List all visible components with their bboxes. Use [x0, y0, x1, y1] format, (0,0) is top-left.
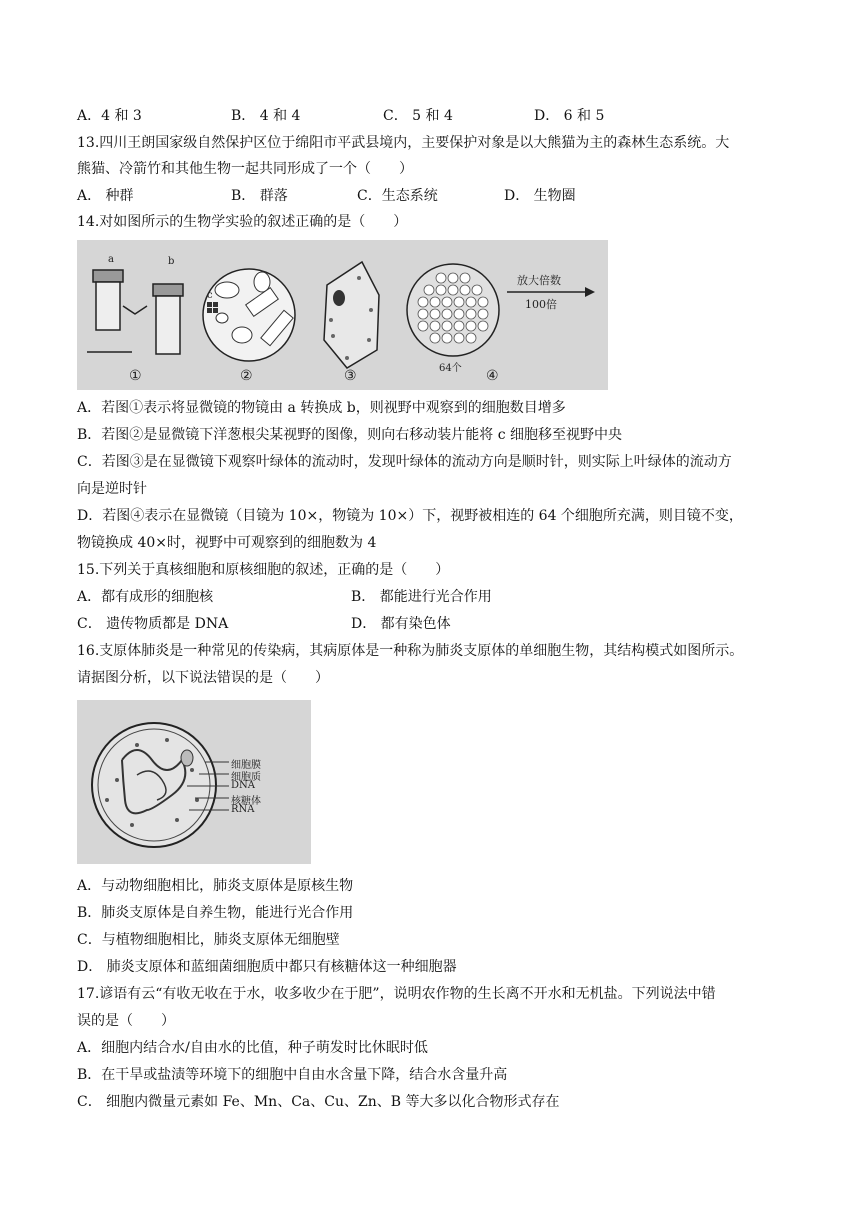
q16-option-d: D． 肺炎支原体和蓝细菌细胞质中都只有核糖体这一种细胞器: [77, 959, 457, 975]
q14-option-d-line2: 物镜换成 40×时，视野中可观察到的细胞数为 4: [77, 535, 377, 551]
q16-option-a: A．与动物细胞相比，肺炎支原体是原核生物: [77, 878, 354, 894]
q15-option-d: D． 都有染色体: [351, 616, 451, 632]
q16-stem-line1: 16.支原体肺炎是一种常见的传染病，其病原体是一种称为肺炎支原体的单细胞生物，其结构模式如图所示。: [77, 643, 744, 659]
magnify-label-2: 100倍: [525, 298, 557, 311]
q17-option-c: C． 细胞内微量元素如 Fe、Mn、Ca、Cu、Zn、B 等大多以化合物形式存在: [77, 1094, 560, 1110]
q12-option-a: A．4 和 3: [77, 108, 142, 124]
mycoplasma-figure-drawing: [77, 700, 311, 864]
q16-stem-line2: 请据图分析，以下说法错误的是（ ）: [77, 670, 329, 686]
q15-stem: 15.下列关于真核细胞和原核细胞的叙述，正确的是（ ）: [77, 562, 450, 578]
label-b: b: [168, 256, 175, 267]
q14-option-d-line1: D．若图④表示在显微镜（目镜为 10×，物镜为 10×）下，视野被相连的 64 个细胞所充满，则目镜不变，: [77, 508, 743, 524]
panel-2-label: ②: [240, 368, 253, 384]
q13-option-a: A． 种群: [77, 188, 134, 204]
label-cell-membrane: 细胞膜: [231, 760, 261, 771]
microscope-figure-drawing: [77, 240, 608, 390]
q17-option-b: B．在干旱或盐渍等环境下的细胞中自由水含量下降，结合水含量升高: [77, 1067, 508, 1083]
q17-stem-line2: 误的是（ ）: [77, 1013, 175, 1029]
magnify-label-1: 放大倍数: [517, 274, 561, 287]
panel-1-label: ①: [129, 368, 142, 384]
q17-option-a: A．细胞内结合水/自由水的比值，种子萌发时比休眠时低: [77, 1040, 428, 1056]
q14-stem: 14.对如图所示的生物学实验的叙述正确的是（ ）: [77, 214, 408, 230]
label-rna: RNA: [231, 804, 255, 815]
q14-option-b: B．若图②是显微镜下洋葱根尖某视野的图像，则向右移动装片能将 c 细胞移至视野中央: [77, 427, 623, 443]
q16-option-c: C．与植物细胞相比，肺炎支原体无细胞壁: [77, 932, 340, 948]
q14-option-c-line2: 向是逆时针: [77, 481, 147, 497]
cell-count-label: 64个: [439, 363, 462, 374]
q12-option-c: C． 5 和 4: [383, 108, 453, 124]
microscope-figure: [77, 240, 608, 390]
q16-option-b: B．肺炎支原体是自养生物，能进行光合作用: [77, 905, 354, 921]
panel-3-label: ③: [344, 368, 357, 384]
q13-option-c: C．生态系统: [357, 188, 438, 204]
q13-option-b: B． 群落: [231, 188, 288, 204]
panel-4-label: ④: [486, 368, 499, 384]
q14-option-c-line1: C．若图③是在显微镜下观察叶绿体的流动时，发现叶绿体的流动方向是顺时针，则实际上叶绿体的流动方: [77, 454, 732, 470]
label-ribosome: 核糖体: [231, 796, 261, 807]
q12-option-d: D． 6 和 5: [534, 108, 605, 124]
q15-option-b: B． 都能进行光合作用: [351, 589, 492, 605]
q13-stem-line2: 熊猫、冷箭竹和其他生物一起共同形成了一个（ ）: [77, 161, 413, 177]
q15-option-a: A．都有成形的细胞核: [77, 589, 214, 605]
label-dna: DNA: [231, 780, 255, 791]
q14-option-a: A．若图①表示将显微镜的物镜由 a 转换成 b，则视野中观察到的细胞数目增多: [77, 400, 566, 416]
q12-option-b: B． 4 和 4: [231, 108, 301, 124]
q15-option-c: C． 遗传物质都是 DNA: [77, 616, 229, 632]
mycoplasma-figure: [77, 700, 311, 864]
label-c: c: [207, 290, 213, 301]
q13-option-d: D． 生物圈: [504, 188, 576, 204]
label-cytoplasm: 细胞质: [231, 772, 261, 783]
q17-stem-line1: 17.谚语有云“有收无收在于水，收多收少在于肥”，说明农作物的生长离不开水和无机盐。下列说法中错: [77, 986, 716, 1002]
label-a: a: [108, 254, 114, 265]
q13-stem-line1: 13.四川王朗国家级自然保护区位于绵阳市平武县境内，主要保护对象是以大熊猫为主的森林生态系统。大: [77, 135, 730, 151]
